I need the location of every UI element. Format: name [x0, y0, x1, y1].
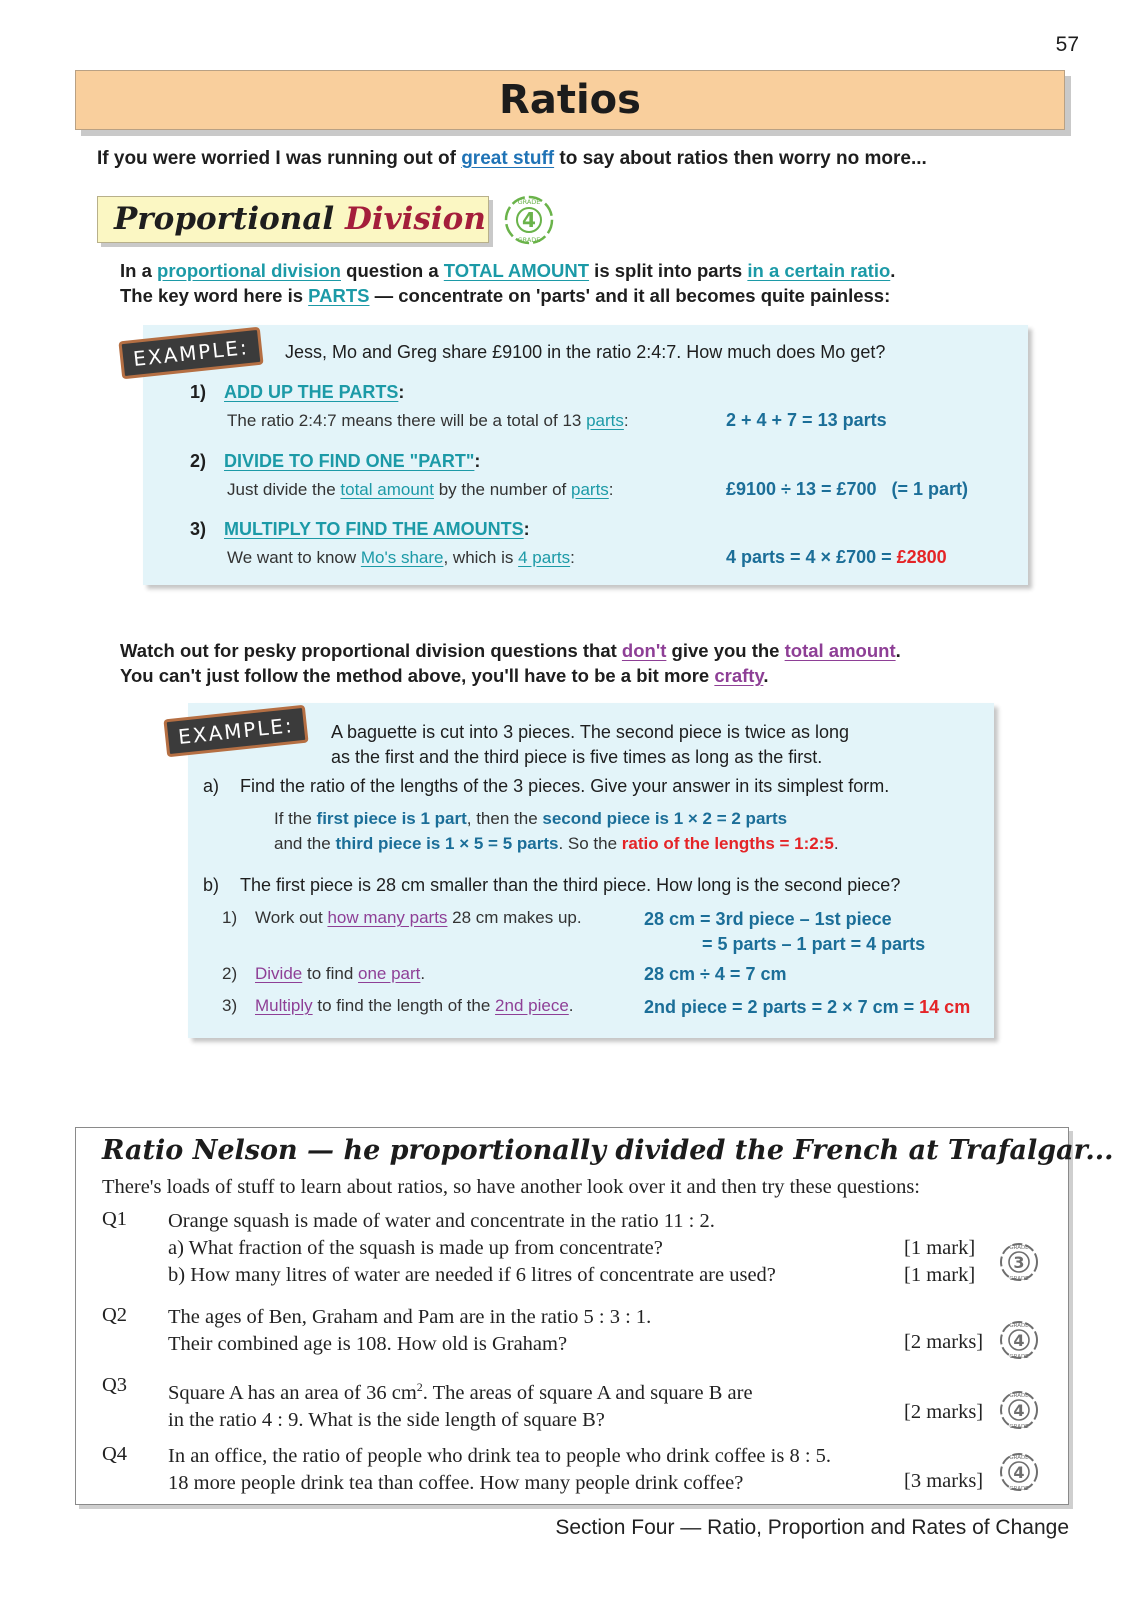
text-run: is split into parts — [589, 260, 748, 281]
working-highlight: second piece is 1 × 2 = 2 parts — [542, 809, 788, 828]
step-text — [227, 411, 629, 431]
text-run: to find — [302, 964, 359, 983]
part-b-question: The first piece is 28 cm smaller than the third piece. How long is the second piece? — [240, 875, 901, 895]
text-run: give you the — [666, 640, 785, 661]
example-2-question — [331, 720, 849, 770]
text-run: , then the — [466, 809, 543, 828]
sub-step-calculation: 28 cm ÷ 4 = 7 cm — [644, 964, 787, 984]
grade-word: GRADE — [1009, 1323, 1029, 1329]
calc-answer: £2800 — [896, 547, 947, 567]
question-line: b) How many litres of water are needed if 6 litres of concentrate are used? — [168, 1264, 776, 1286]
sub-step-text — [255, 964, 425, 984]
question-line: In an office, the ratio of people who drink tea to people who drink coffee is 8 : 5. — [168, 1445, 832, 1467]
question-text — [168, 1443, 831, 1497]
grade-word: GRADE — [517, 198, 541, 206]
keyword: 4 parts — [518, 548, 571, 567]
grade-badge-icon — [503, 194, 553, 244]
text-run: 28 cm makes up. — [447, 908, 582, 927]
explanation-line-2 — [120, 283, 895, 308]
step-heading-text: ADD UP THE PARTS — [224, 382, 399, 402]
sub-step-text — [255, 908, 582, 928]
keyword: PARTS — [308, 285, 370, 306]
page-title: Ratios — [499, 77, 641, 123]
question-id: Q1 — [102, 1208, 128, 1230]
sub-step-calculation — [644, 997, 970, 1018]
keyword: parts — [586, 411, 624, 430]
question-line: . The areas of square A and square B are — [422, 1381, 753, 1404]
grade-badge-icon — [998, 1451, 1040, 1498]
text-run: You can't just follow the method above, you'll have to be a bit more — [120, 665, 715, 686]
title-banner — [75, 70, 1065, 130]
grade-number: 4 — [1013, 1401, 1025, 1420]
explanation-text — [120, 258, 895, 308]
section-heading-word2: Division — [344, 201, 486, 237]
step-calculation — [726, 547, 947, 568]
step-heading — [224, 519, 530, 540]
grade-badge-icon — [998, 1319, 1040, 1366]
step-number: 2) — [190, 451, 207, 471]
keyword: Multiply — [255, 996, 313, 1015]
question-text — [168, 1208, 776, 1289]
calc-text: 2nd piece = 2 parts = 2 × 7 cm = — [644, 997, 920, 1017]
marks-label: [2 marks] — [904, 1331, 984, 1353]
question-id: Q2 — [102, 1304, 128, 1326]
text-run: Work out — [255, 908, 328, 927]
text-run: Watch out for pesky proportional division questions that — [120, 640, 622, 661]
marks-label: [1 mark] — [904, 1237, 976, 1259]
text-run: question a — [341, 260, 444, 281]
question-line: as the first and the third piece is five times as long as the first. — [331, 747, 823, 767]
keyword: in a certain ratio — [747, 260, 891, 281]
grade-word: GRADE — [1009, 1276, 1029, 1282]
exam-title: Ratio Nelson — he proportionally divided the French at Trafalgar... — [102, 1135, 1114, 1166]
grade-number: 4 — [1013, 1331, 1025, 1350]
step-heading-colon: : — [523, 519, 530, 539]
text-run: : — [608, 480, 614, 499]
keyword: total amount — [340, 480, 434, 499]
question-line: Square A has an area of 36 cm — [168, 1381, 417, 1404]
grade-badge-icon — [998, 1241, 1040, 1288]
step-heading — [224, 451, 480, 472]
step-calculation: £9100 ÷ 13 = £700 (= 1 part) — [726, 479, 969, 499]
text-run: — concentrate on 'parts' and it all becomes quite painless: — [369, 285, 891, 306]
example-label: EXAMPLE: — [118, 327, 263, 380]
keyword: how many parts — [327, 908, 448, 927]
grade-badge-icon — [998, 1389, 1040, 1436]
text-run: . — [890, 260, 896, 281]
grade-word: GRADE — [1009, 1455, 1029, 1461]
text-run: We want to know — [227, 548, 361, 567]
step-heading-colon: : — [474, 451, 481, 471]
question-line: in the ratio 4 : 9. What is the side length of square B? — [168, 1408, 605, 1431]
marks-label: [2 marks] — [904, 1401, 984, 1423]
keyword: 2nd piece — [495, 996, 569, 1015]
example-label: EXAMPLE: — [163, 705, 308, 758]
keyword: one part — [358, 964, 421, 983]
warning-line-1 — [120, 638, 901, 663]
question-marks — [904, 1235, 975, 1289]
keyword: don't — [621, 640, 667, 661]
keyword: Mo's share — [360, 548, 444, 567]
step-number: 3) — [190, 519, 207, 539]
sub-step-calculation: = 5 parts – 1 part = 4 parts — [702, 934, 926, 954]
marks-label: [1 mark] — [904, 1264, 976, 1286]
keyword: TOTAL AMOUNT — [443, 260, 590, 281]
grade-word: GRADE — [1009, 1354, 1029, 1360]
grade-word: GRADE — [517, 236, 541, 244]
warning-line-2 — [120, 663, 901, 688]
text-run: by the number of — [433, 480, 571, 499]
intro-text — [97, 148, 927, 170]
grade-word: GRADE — [1009, 1393, 1029, 1399]
superscript: 2 — [416, 1380, 423, 1394]
question-line: Orange squash is made of water and concentrate in the ratio 11 : 2. — [168, 1210, 715, 1232]
working-answer: ratio of the lengths = 1:2:5 — [621, 834, 834, 853]
sub-step-number: 2) — [222, 964, 238, 983]
intro-text-part: If you were worried I was running out of — [97, 148, 462, 169]
text-run: : — [623, 411, 629, 430]
keyword: proportional division — [157, 260, 341, 281]
sub-step-text — [255, 996, 574, 1016]
step-text — [227, 548, 575, 568]
text-run: . — [420, 964, 426, 983]
text-run: to find the length of the — [312, 996, 496, 1015]
grade-word: GRADE — [1009, 1245, 1029, 1251]
question-id: Q3 — [102, 1374, 128, 1396]
grade-word: GRADE — [1009, 1424, 1029, 1430]
question-line: a) What fraction of the squash is made up from concentrate? — [168, 1237, 663, 1259]
sub-step-calculation: 28 cm = 3rd piece – 1st piece — [644, 909, 892, 929]
question-line: Their combined age is 108. How old is Graham? — [168, 1333, 568, 1355]
text-run: . — [833, 834, 839, 853]
question-text — [168, 1304, 651, 1358]
text-run: : — [570, 548, 575, 567]
step-heading-colon: : — [398, 382, 405, 402]
question-line: The ages of Ben, Graham and Pam are in the ratio 5 : 3 : 1. — [168, 1306, 652, 1328]
step-number: 1) — [190, 382, 207, 402]
working-highlight: third piece is 1 × 5 = 5 parts — [335, 834, 559, 853]
grade-number: 4 — [1013, 1463, 1025, 1482]
question-id: Q4 — [102, 1443, 128, 1465]
text-run: Just divide the — [227, 480, 341, 499]
part-a-question: Find the ratio of the lengths of the 3 pieces. Give your answer in its simplest form. — [240, 776, 890, 796]
part-a-working — [274, 806, 839, 856]
text-run: The ratio 2:4:7 means there will be a total of 13 — [227, 411, 587, 430]
text-run: . — [763, 665, 769, 686]
text-run: In a — [120, 260, 158, 281]
text-run: If the — [274, 809, 317, 828]
keyword: total amount — [784, 640, 896, 661]
text-run: . — [568, 996, 574, 1015]
part-label: a) — [203, 776, 220, 796]
step-calculation: 2 + 4 + 7 = 13 parts — [726, 410, 887, 430]
step-text — [227, 480, 614, 500]
text-run: The key word here is — [120, 285, 309, 306]
text-run: and the — [274, 834, 336, 853]
text-run: . — [895, 640, 901, 661]
explanation-line-1 — [120, 258, 895, 283]
text-run: . So the — [558, 834, 622, 853]
example-1-question: Jess, Mo and Greg share £9100 in the ratio 2:4:7. How much does Mo get? — [285, 342, 886, 362]
page-number: 57 — [1055, 33, 1079, 56]
warning-text — [120, 638, 901, 688]
step-heading — [224, 382, 404, 403]
marks-label: [3 marks] — [904, 1470, 984, 1492]
working-highlight: first piece is 1 part — [316, 809, 467, 828]
intro-text-part: to say about ratios then worry no more... — [554, 148, 927, 169]
question-text — [168, 1374, 753, 1434]
question-line: A baguette is cut into 3 pieces. The second piece is twice as long — [331, 722, 849, 742]
sub-step-number: 1) — [222, 908, 238, 927]
section-heading-word1: Proportional — [114, 201, 335, 237]
footer-section-title: Section Four — Ratio, Proportion and Rates of Change — [555, 1516, 1069, 1539]
calc-text: 4 parts = 4 × £700 = — [726, 547, 897, 567]
step-heading-text: DIVIDE TO FIND ONE "PART" — [224, 451, 475, 471]
calc-answer: 14 cm — [919, 997, 971, 1017]
sub-step-number: 3) — [222, 996, 238, 1015]
section-heading — [97, 196, 489, 243]
keyword: parts — [571, 480, 609, 499]
step-heading-text: MULTIPLY TO FIND THE AMOUNTS — [224, 519, 524, 539]
exam-intro: There's loads of stuff to learn about ratios, so have another look over it and then try these questions: — [102, 1176, 920, 1198]
grade-number: 3 — [1013, 1253, 1025, 1272]
intro-highlight: great stuff — [461, 148, 555, 169]
text-run: , which is — [443, 548, 519, 567]
question-line: 18 more people drink tea than coffee. How many people drink coffee? — [168, 1472, 744, 1494]
keyword: crafty — [714, 665, 764, 686]
keyword: Divide — [255, 964, 303, 983]
grade-number: 4 — [522, 208, 536, 232]
grade-word: GRADE — [1009, 1486, 1029, 1492]
part-label: b) — [203, 875, 220, 895]
